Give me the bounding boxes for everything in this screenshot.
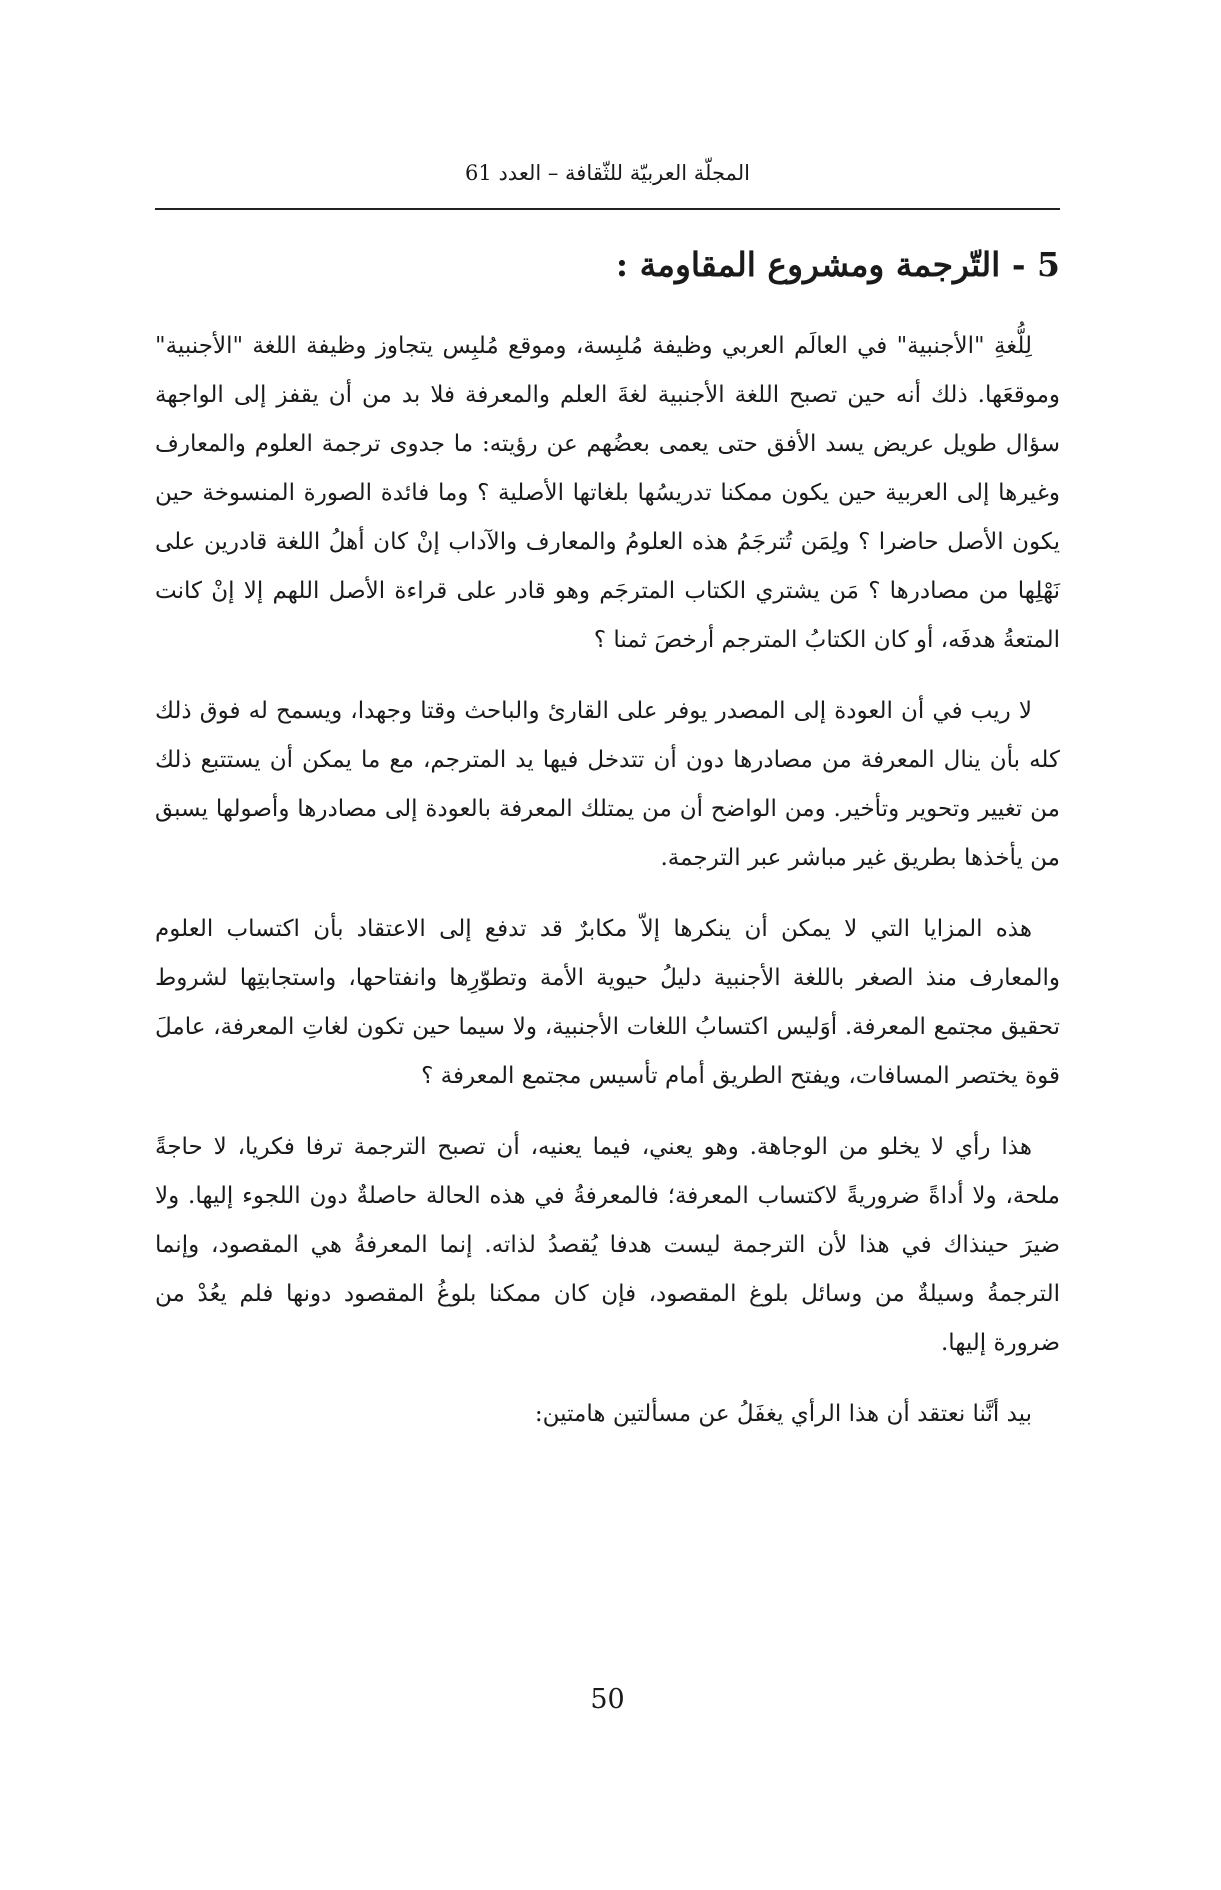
body-text — [155, 322, 1060, 1439]
section-title: 5 - التّرجمة ومشروع المقاومة : — [615, 245, 1060, 284]
paragraph-1: لِلُّغةِ "الأجنبية" في العالَم العربي وظيفة مُلبِسة، وموقع مُلبِس يتجاوز وظيفة اللغة "الأجنبية" وموقعَها. ذلك أنه حين تصبح اللغة الأجنبية لغةَ العلم والمعرفة فلا بد من أن يقفز إلى الواجهة سؤال طويل عريض يسد الأفق حتى يعمى بعضُهم عن رؤيته: ما جدوى ترجمة العلوم والمعارف وغيرها إلى العربية حين يكون ممكنا تدريسُها بلغاتها الأصلية ؟ وما فائدة الصورة المنسوخة حين يكون الأصل حاضرا ؟ ولِمَن تُترجَمُ هذه العلومُ والمعارف والآداب إنْ كان أهلُ اللغة قادرين على نَهْلِها من مصادرها ؟ مَن يشتري الكتاب المترجَم وهو قادر على قراءة الأصل اللهم إلا إنْ كانت المتعةُ هدفَه، أو كان الكتابُ المترجم أرخصَ ثمنا ؟ — [155, 333, 1060, 653]
closing-line: بيد أنَّنا نعتقد أن هذا الرأي يغفَلُ عن مسألتين هامتين: — [534, 1401, 1032, 1427]
paragraph-4: هذا رأي لا يخلو من الوجاهة. وهو يعني، فيما يعنيه، أن تصبح الترجمة ترفا فكريا، لا حاجةً ملحة، ولا أداةً ضروريةً لاكتساب المعرفة؛ فالمعرفةُ في هذه الحالة حاصلةٌ دون اللجوء إليها. ولا ضيرَ حينذاك في هذا لأن الترجمة ليست هدفا يُقصدُ لذاته. إنما المعرفةُ هي المقصود، وإنما الترجمةُ وسيلةٌ من وسائل بلوغ المقصود، فإن كان ممكنا بلوغُ المقصود دونها فلم يعُدْ من ضرورة إليها. — [155, 1134, 1061, 1356]
running-header: المجلّة العربيّة للثّقافة – العدد 61 — [465, 161, 750, 185]
paragraph-2: لا ريب في أن العودة إلى المصدر يوفر على القارئ والباحث وقتا وجهدا، ويسمح له فوق ذلك كله بأن ينال المعرفة من مصادرها دون أن تتدخل فيها يد المترجم، مع ما يمكن أن يستتبع ذلك من تغيير وتحوير وتأخير. ومن الواضح أن من يمتلك المعرفة بالعودة إلى مصادرها وأصولها يسبق من يأخذها بطريق غير مباشر عبر الترجمة. — [155, 698, 1060, 871]
paragraph-3: هذه المزايا التي لا يمكن أن ينكرها إلاّ مكابرٌ قد تدفع إلى الاعتقاد بأن اكتساب العلوم والمعارف منذ الصغر باللغة الأجنبية دليلُ حيوية الأمة وتطوّرِها وانفتاحها، واستجابتِها لشروط تحقيق مجتمع المعرفة. أوَليس اكتسابُ اللغات الأجنبية، ولا سيما حين تكون لغاتِ المعرفة، عاملَ قوة يختصر المسافات، ويفتح الطريق أمام تأسيس مجتمع المعرفة ؟ — [155, 916, 1060, 1089]
document-page — [155, 0, 1060, 1890]
header-divider — [155, 208, 1060, 210]
page-number: 50 — [590, 1684, 625, 1715]
